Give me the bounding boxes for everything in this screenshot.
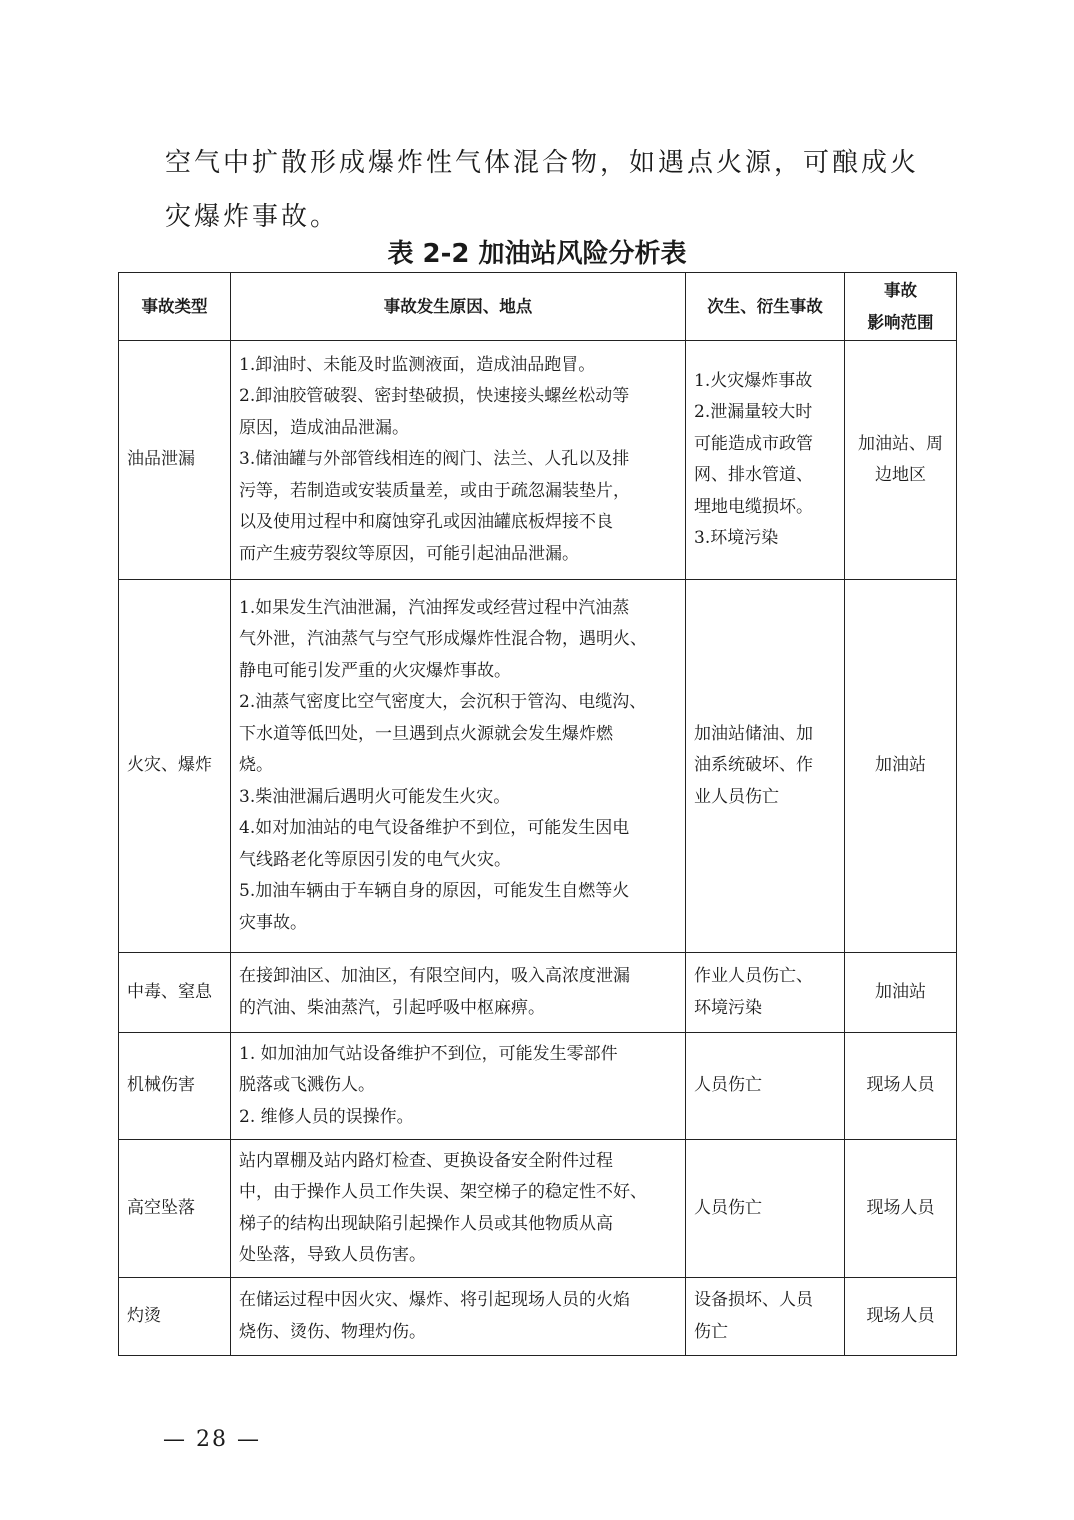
cell-causes (231, 1033, 686, 1140)
secondary-line: 设备损坏、人员 (694, 1290, 813, 1310)
cause-line: 气线路老化等原因引发的电气火灾。 (239, 849, 511, 870)
risk-analysis-table (118, 272, 957, 1356)
cause-line: 3.柴油泄漏后遇明火可能发生火灾。 (239, 786, 511, 807)
cause-line: 的汽油、柴油蒸汽，引起呼吸中枢麻痹。 (239, 997, 545, 1018)
cell-causes (231, 341, 686, 580)
cell-secondary-accident (686, 580, 845, 953)
cell-secondary-accident (686, 1278, 845, 1356)
cell-secondary-accident (686, 1140, 845, 1278)
scope-line: 加油站 (875, 755, 926, 776)
secondary-line: 加油站储油、加 (694, 723, 813, 744)
cell-causes (231, 1278, 686, 1356)
table-row (119, 1140, 957, 1278)
cell-causes (231, 953, 686, 1033)
cause-line: 1.卸油时、未能及时监测液面，造成油品跑冒。 (239, 354, 596, 375)
cause-line: 2. 维修人员的误操作。 (239, 1106, 414, 1127)
secondary-line: 作业人员伤亡、 (694, 966, 813, 986)
cause-line: 烧。 (239, 755, 273, 776)
secondary-line: 油系统破坏、作 (694, 755, 813, 776)
cause-line: 在储运过程中因火灾、爆炸、将引起现场人员的火焰 (239, 1290, 630, 1310)
cell-secondary-accident (686, 953, 845, 1033)
cause-line: 2.油蒸气密度比空气密度大，会沉积于管沟、电缆沟、 (239, 692, 647, 713)
cell-impact-scope (845, 1033, 957, 1140)
cause-line: 脱落或飞溅伤人。 (239, 1075, 375, 1096)
cause-line: 烧伤、烫伤、物理灼伤。 (239, 1321, 426, 1342)
scope-line: 现场人员 (866, 1075, 935, 1096)
table-row (119, 1278, 957, 1356)
cell-accident-type: 灼烫 (119, 1278, 231, 1356)
cause-line: 5.加油车辆由于车辆自身的原因，可能发生自燃等火 (239, 881, 630, 902)
cause-line: 梯子的结构出现缺陷引起操作人员或其他物质从高 (239, 1213, 613, 1234)
table-body (119, 341, 957, 1356)
table-row (119, 580, 957, 953)
table-header-row (119, 273, 957, 341)
cell-impact-scope (845, 580, 957, 953)
cause-line: 1.如果发生汽油泄漏，汽油挥发或经营过程中汽油蒸 (239, 597, 630, 618)
page-number: — 28 — (163, 1427, 261, 1452)
cell-impact-scope (845, 953, 957, 1033)
cell-impact-scope (845, 1140, 957, 1278)
cell-causes (231, 580, 686, 953)
secondary-line: 3.环境污染 (694, 528, 779, 548)
cause-line: 污等，若制造或安装质量差，或由于疏忽漏装垫片， (239, 480, 630, 501)
cause-line: 以及使用过程中和腐蚀穿孔或因油罐底板焊接不良 (239, 512, 613, 533)
cell-accident-type: 中毒、窒息 (119, 953, 231, 1033)
secondary-line: 可能造成市政管 (694, 433, 813, 454)
table-row (119, 953, 957, 1033)
cause-line: 原因，造成油品泄漏。 (239, 417, 409, 438)
header-accident-type: 事故类型 (119, 273, 231, 341)
secondary-line: 网、排水管道、 (694, 465, 813, 485)
secondary-line: 伤亡 (694, 1321, 728, 1342)
cause-line: 而产生疲劳裂纹等原因，可能引起油品泄漏。 (239, 543, 579, 564)
scope-line: 加油站 (875, 981, 926, 1002)
cause-line: 2.卸油胶管破裂、密封垫破损，快速接头螺丝松动等 (239, 386, 630, 407)
cell-secondary-accident (686, 341, 845, 580)
scope-line: 现场人员 (866, 1197, 935, 1218)
cause-line: 气外泄，汽油蒸气与空气形成爆炸性混合物，遇明火、 (239, 629, 647, 650)
cell-accident-type: 机械伤害 (119, 1033, 231, 1140)
scope-line: 加油站、周 (858, 433, 943, 454)
cell-accident-type: 油品泄漏 (119, 341, 231, 580)
table-row (119, 1033, 957, 1140)
table-row (119, 341, 957, 580)
cell-accident-type: 高空坠落 (119, 1140, 231, 1278)
scope-line: 现场人员 (866, 1305, 935, 1326)
cause-line: 4.如对加油站的电气设备维护不到位，可能发生因电 (239, 818, 630, 839)
header-cause-location: 事故发生原因、地点 (231, 273, 686, 341)
cause-line: 在接卸油区、加油区，有限空间内，吸入高浓度泄漏 (239, 966, 630, 986)
secondary-line: 2.泄漏量较大时 (694, 402, 813, 422)
secondary-line: 业人员伤亡 (694, 786, 779, 807)
cell-impact-scope (845, 341, 957, 580)
secondary-line: 人员伤亡 (694, 1075, 762, 1096)
cause-line: 站内罩棚及站内路灯检查、更换设备安全附件过程 (239, 1150, 613, 1171)
cause-line: 1. 如加油加气站设备维护不到位，可能发生零部件 (239, 1043, 618, 1064)
intro-paragraph (165, 136, 965, 244)
secondary-line: 环境污染 (694, 997, 762, 1018)
intro-line: 灾爆炸事故。 (165, 202, 340, 232)
secondary-line: 埋地电缆损坏。 (694, 496, 813, 517)
secondary-line: 1.火灾爆炸事故 (694, 370, 813, 391)
header-scope-line: 事故 (884, 280, 917, 300)
secondary-line: 人员伤亡 (694, 1197, 762, 1218)
table-title: 表 2-2 加油站风险分析表 (387, 239, 687, 269)
header-impact-scope (845, 273, 957, 341)
cell-causes (231, 1140, 686, 1278)
cause-line: 处坠落，导致人员伤害。 (239, 1245, 426, 1265)
cause-line: 中，由于操作人员工作失误、架空梯子的稳定性不好、 (239, 1182, 647, 1202)
header-secondary-accident: 次生、衍生事故 (686, 273, 845, 341)
cause-line: 3.储油罐与外部管线相连的阀门、法兰、人孔以及排 (239, 449, 630, 470)
intro-line: 空气中扩散形成爆炸性气体混合物，如遇点火源，可酿成火 (165, 148, 920, 178)
cell-accident-type: 火灾、爆炸 (119, 580, 231, 953)
header-scope-line: 影响范围 (867, 312, 934, 332)
cell-secondary-accident (686, 1033, 845, 1140)
cause-line: 下水道等低凹处，一旦遇到点火源就会发生爆炸燃 (239, 723, 613, 744)
cause-line: 静电可能引发严重的火灾爆炸事故。 (239, 660, 511, 681)
scope-line: 边地区 (875, 465, 926, 485)
cause-line: 灾事故。 (239, 912, 307, 933)
cell-impact-scope (845, 1278, 957, 1356)
